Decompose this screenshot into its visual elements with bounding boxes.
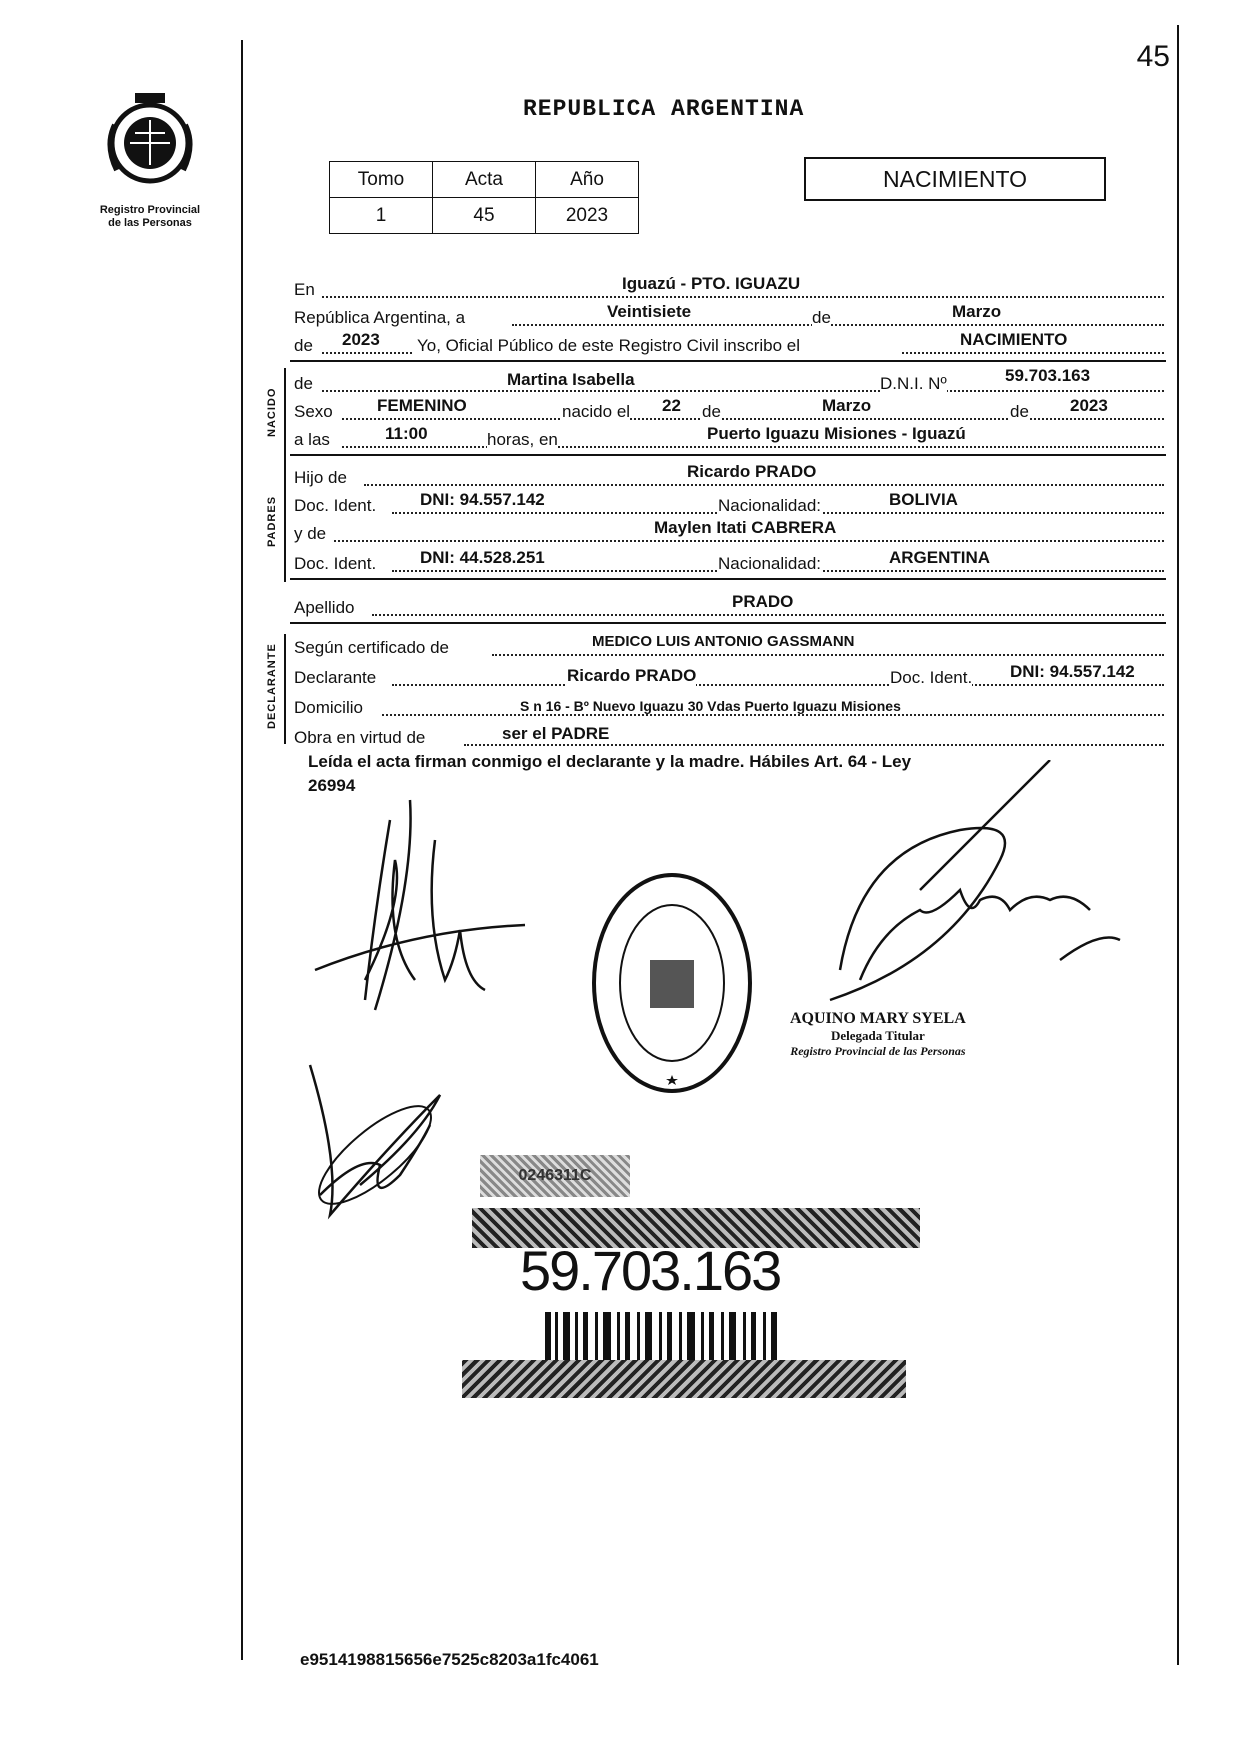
- header-anio: Año: [536, 162, 639, 198]
- value-declarante-doc: DNI: 94.557.142: [1010, 662, 1135, 681]
- left-margin-line: [241, 40, 243, 1660]
- row-apellido: [292, 590, 1164, 620]
- section-separator: [290, 360, 1166, 362]
- section-label-padres: PADRES: [266, 495, 278, 547]
- security-pattern-bottom: [462, 1360, 906, 1398]
- section-separator: [290, 622, 1166, 624]
- official-signature-block: [790, 1010, 966, 1059]
- dotted-line: [512, 324, 1164, 326]
- value-tipo: NACIMIENTO: [960, 330, 1068, 349]
- dotted-line: [382, 714, 1164, 716]
- label-de: de: [294, 374, 313, 393]
- section-separator: [290, 454, 1166, 456]
- section-bracket: [284, 368, 286, 463]
- row-madre-doc: [292, 546, 1164, 576]
- value-mes-acta: Marzo: [952, 302, 1002, 321]
- row-lugar: [292, 272, 1164, 302]
- dotted-line: [342, 446, 1164, 448]
- page-number: 45: [1136, 40, 1170, 73]
- label-nacionalidad: Nacionalidad:: [718, 554, 822, 573]
- barcode: [545, 1312, 785, 1362]
- province-seal-icon: [95, 85, 205, 195]
- row-inscripcion: [292, 328, 1164, 358]
- label-de: de: [812, 308, 831, 327]
- row-certificado: [292, 630, 1164, 660]
- label-dni: D.N.I. Nº: [880, 374, 947, 393]
- label-apellido: Apellido: [294, 598, 355, 617]
- official-name: AQUINO MARY SYELA: [790, 1010, 966, 1027]
- row-fecha-acta: [292, 300, 1164, 330]
- value-nombre: Martina Isabella: [507, 370, 635, 389]
- row-obra: [292, 720, 1164, 750]
- logo-caption-line2: de las Personas: [108, 217, 192, 229]
- value-padre-doc: DNI: 94.557.142: [420, 490, 545, 509]
- value-dia-nac: 22: [662, 396, 681, 415]
- row-padre: [292, 460, 1164, 490]
- value-anio-nac: 2023: [1070, 396, 1108, 415]
- value-tomo: 1: [330, 198, 433, 234]
- value-dni: 59.703.163: [1005, 366, 1091, 385]
- label-de: de: [294, 336, 313, 355]
- label-republica: República Argentina, a: [294, 308, 466, 327]
- value-padre-nac: BOLIVIA: [889, 490, 958, 509]
- value-madre: Maylen Itati CABRERA: [654, 518, 837, 537]
- label-doc-ident: Doc. Ident.: [890, 668, 973, 687]
- label-segun-certificado: Según certificado de: [294, 638, 449, 657]
- declarant-signature: [295, 780, 575, 1040]
- header-acta: Acta: [433, 162, 536, 198]
- label-y-de: y de: [294, 524, 327, 543]
- dotted-line: [464, 744, 1164, 746]
- official-signature-mark: [800, 760, 1130, 1020]
- section-bracket: [284, 634, 286, 744]
- mother-signature: [300, 1045, 460, 1235]
- section-bracket: [284, 462, 286, 582]
- dotted-line: [322, 296, 1164, 298]
- value-sexo: FEMENINO: [377, 396, 467, 415]
- label-domicilio: Domicilio: [294, 698, 363, 717]
- value-madre-nac: ARGENTINA: [889, 548, 991, 567]
- label-declarante: Declarante: [294, 668, 377, 687]
- right-margin-line: [1177, 25, 1179, 1665]
- registry-table-header-row: [330, 162, 639, 198]
- row-domicilio: [292, 690, 1164, 720]
- registry-table: [329, 161, 639, 234]
- label-de: de: [1010, 402, 1029, 421]
- value-dia-acta: Veintisiete: [607, 302, 692, 321]
- label-doc-ident: Doc. Ident.: [294, 496, 377, 515]
- row-declarante: [292, 660, 1164, 690]
- value-padre: Ricardo PRADO: [687, 462, 817, 481]
- value-declarante: Ricardo PRADO: [567, 666, 697, 685]
- section-separator: [290, 578, 1166, 580]
- registry-table-value-row: [330, 198, 639, 234]
- dotted-line: [372, 614, 1164, 616]
- value-anio: 2023: [536, 198, 639, 234]
- value-certificado: MEDICO LUIS ANTONIO GASSMANN: [592, 633, 855, 650]
- official-office: Registro Provincial de las Personas: [790, 1044, 966, 1058]
- value-lugar-nac: Puerto Iguazu Misiones - Iguazú: [707, 424, 966, 443]
- dotted-line: [322, 352, 412, 354]
- label-horas-en: horas, en: [487, 430, 558, 449]
- official-role: Delegada Titular: [830, 1028, 925, 1043]
- dotted-line: [364, 484, 1164, 486]
- dotted-line: [342, 418, 1164, 420]
- section-label-declarante: DECLARANTE: [266, 643, 278, 729]
- row-madre: [292, 516, 1164, 546]
- value-domicilio: S n 16 - Bº Nuevo Iguazu 30 Vdas Puerto Iguazu Misiones: [520, 698, 901, 714]
- label-doc-ident: Doc. Ident.: [294, 554, 377, 573]
- document-title: REPUBLICA ARGENTINA: [523, 96, 805, 122]
- label-a-las: a las: [294, 430, 330, 449]
- dotted-line: [334, 540, 1164, 542]
- closing-line-2: 26994: [308, 776, 356, 795]
- security-code-label: 0246311C: [480, 1155, 630, 1197]
- dotted-line: [902, 352, 1164, 354]
- label-obra-en-virtud: Obra en virtud de: [294, 728, 426, 747]
- value-obra: ser el PADRE: [502, 724, 610, 743]
- row-nombre: [292, 366, 1164, 396]
- row-padre-doc: [292, 488, 1164, 518]
- value-lugar: Iguazú - PTO. IGUAZU: [622, 274, 801, 293]
- label-de: de: [702, 402, 721, 421]
- label-nacido-el: nacido el: [562, 402, 631, 421]
- dotted-line: [492, 654, 1164, 656]
- value-mes-nac: Marzo: [822, 396, 872, 415]
- label-yo-oficial: Yo, Oficial Público de este Registro Civil inscribo el: [417, 336, 800, 355]
- label-sexo: Sexo: [294, 402, 333, 421]
- row-sexo: [292, 394, 1164, 424]
- label-nacionalidad: Nacionalidad:: [718, 496, 822, 515]
- section-label-nacido: NACIDO: [266, 387, 278, 437]
- official-stamp: [585, 865, 760, 1105]
- value-anio-acta: 2023: [342, 330, 380, 349]
- label-hijo-de: Hijo de: [294, 468, 347, 487]
- dotted-line: [322, 390, 1164, 392]
- value-acta: 45: [433, 198, 536, 234]
- dotted-line: [392, 684, 1164, 686]
- id-number-large: 59.703.163: [520, 1239, 781, 1302]
- registry-logo: [80, 85, 220, 230]
- row-hora: [292, 422, 1164, 452]
- document-hash: e9514198815656e7525c8203a1fc4061: [300, 1650, 599, 1669]
- value-hora: 11:00: [385, 424, 428, 443]
- record-type-box: NACIMIENTO: [804, 157, 1106, 201]
- value-madre-doc: DNI: 44.528.251: [420, 548, 545, 567]
- header-tomo: Tomo: [330, 162, 433, 198]
- label-en: En: [294, 280, 315, 299]
- value-apellido: PRADO: [732, 592, 794, 611]
- closing-line-1: Leída el acta firman conmigo el declarante y la madre. Hábiles Art. 64 - Ley: [308, 752, 912, 771]
- logo-caption-line1: Registro Provincial: [99, 204, 201, 216]
